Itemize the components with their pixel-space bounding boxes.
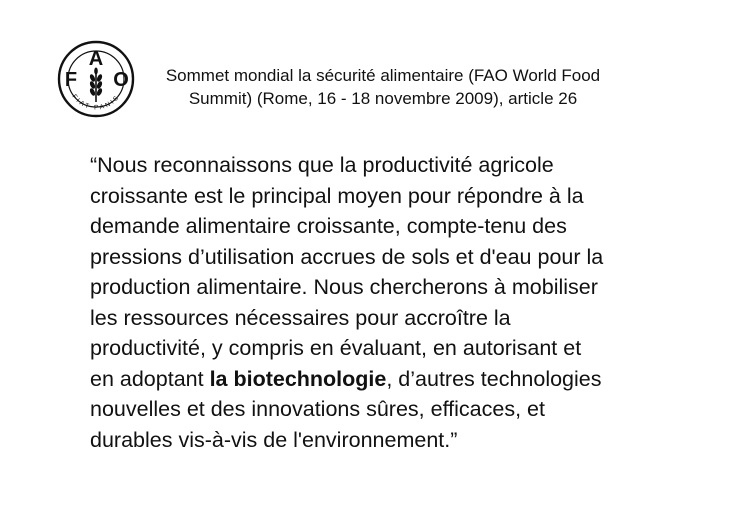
header-line-1: Sommet mondial la sécurité alimentaire (FAO World Food (165, 66, 601, 85)
fao-logo (57, 40, 135, 118)
quote-line-5: production alimentaire. Nous chercherons à mobiliser (90, 275, 598, 299)
logo-motto: FIAT PANIS (70, 93, 122, 112)
quote-line-8 (90, 364, 710, 395)
biotechnologie-emphasis: la biotechnologie (209, 366, 387, 391)
quote-line-8-end: , d’autres technologies (386, 366, 602, 391)
logo-letter-a: A (88, 48, 104, 70)
slide-header (148, 64, 618, 110)
quote-line-7: productivité, y compris en évaluant, en autorisant et (90, 336, 582, 360)
quote-line-6: les ressources nécessaires pour accroître la (90, 305, 511, 330)
quote-block (90, 150, 710, 455)
quote-line-8-start: en adoptant (90, 366, 210, 391)
quote-line-10: durables vis-à-vis de l'environnement.” (90, 427, 458, 452)
wheat-ear-icon (89, 68, 103, 103)
logo-letter-o: O (113, 69, 129, 91)
quote-line-1: “Nous reconnaissons que la productivité agricole (90, 153, 554, 177)
quote-line-2: croissante est le principal moyen pour répondre à la (90, 183, 584, 208)
quote-line-3: demande alimentaire croissante, compte-tenu des (90, 214, 567, 238)
quote-line-9: nouvelles et des innovations sûres, efficaces, et (90, 397, 545, 421)
logo-letter-f: F (64, 69, 78, 91)
quote-line-4: pressions d’utilisation accrues de sols et d'eau pour la (90, 244, 604, 269)
header-line-2: Summit) (Rome, 16 - 18 novembre 2009), article 26 (188, 89, 578, 108)
